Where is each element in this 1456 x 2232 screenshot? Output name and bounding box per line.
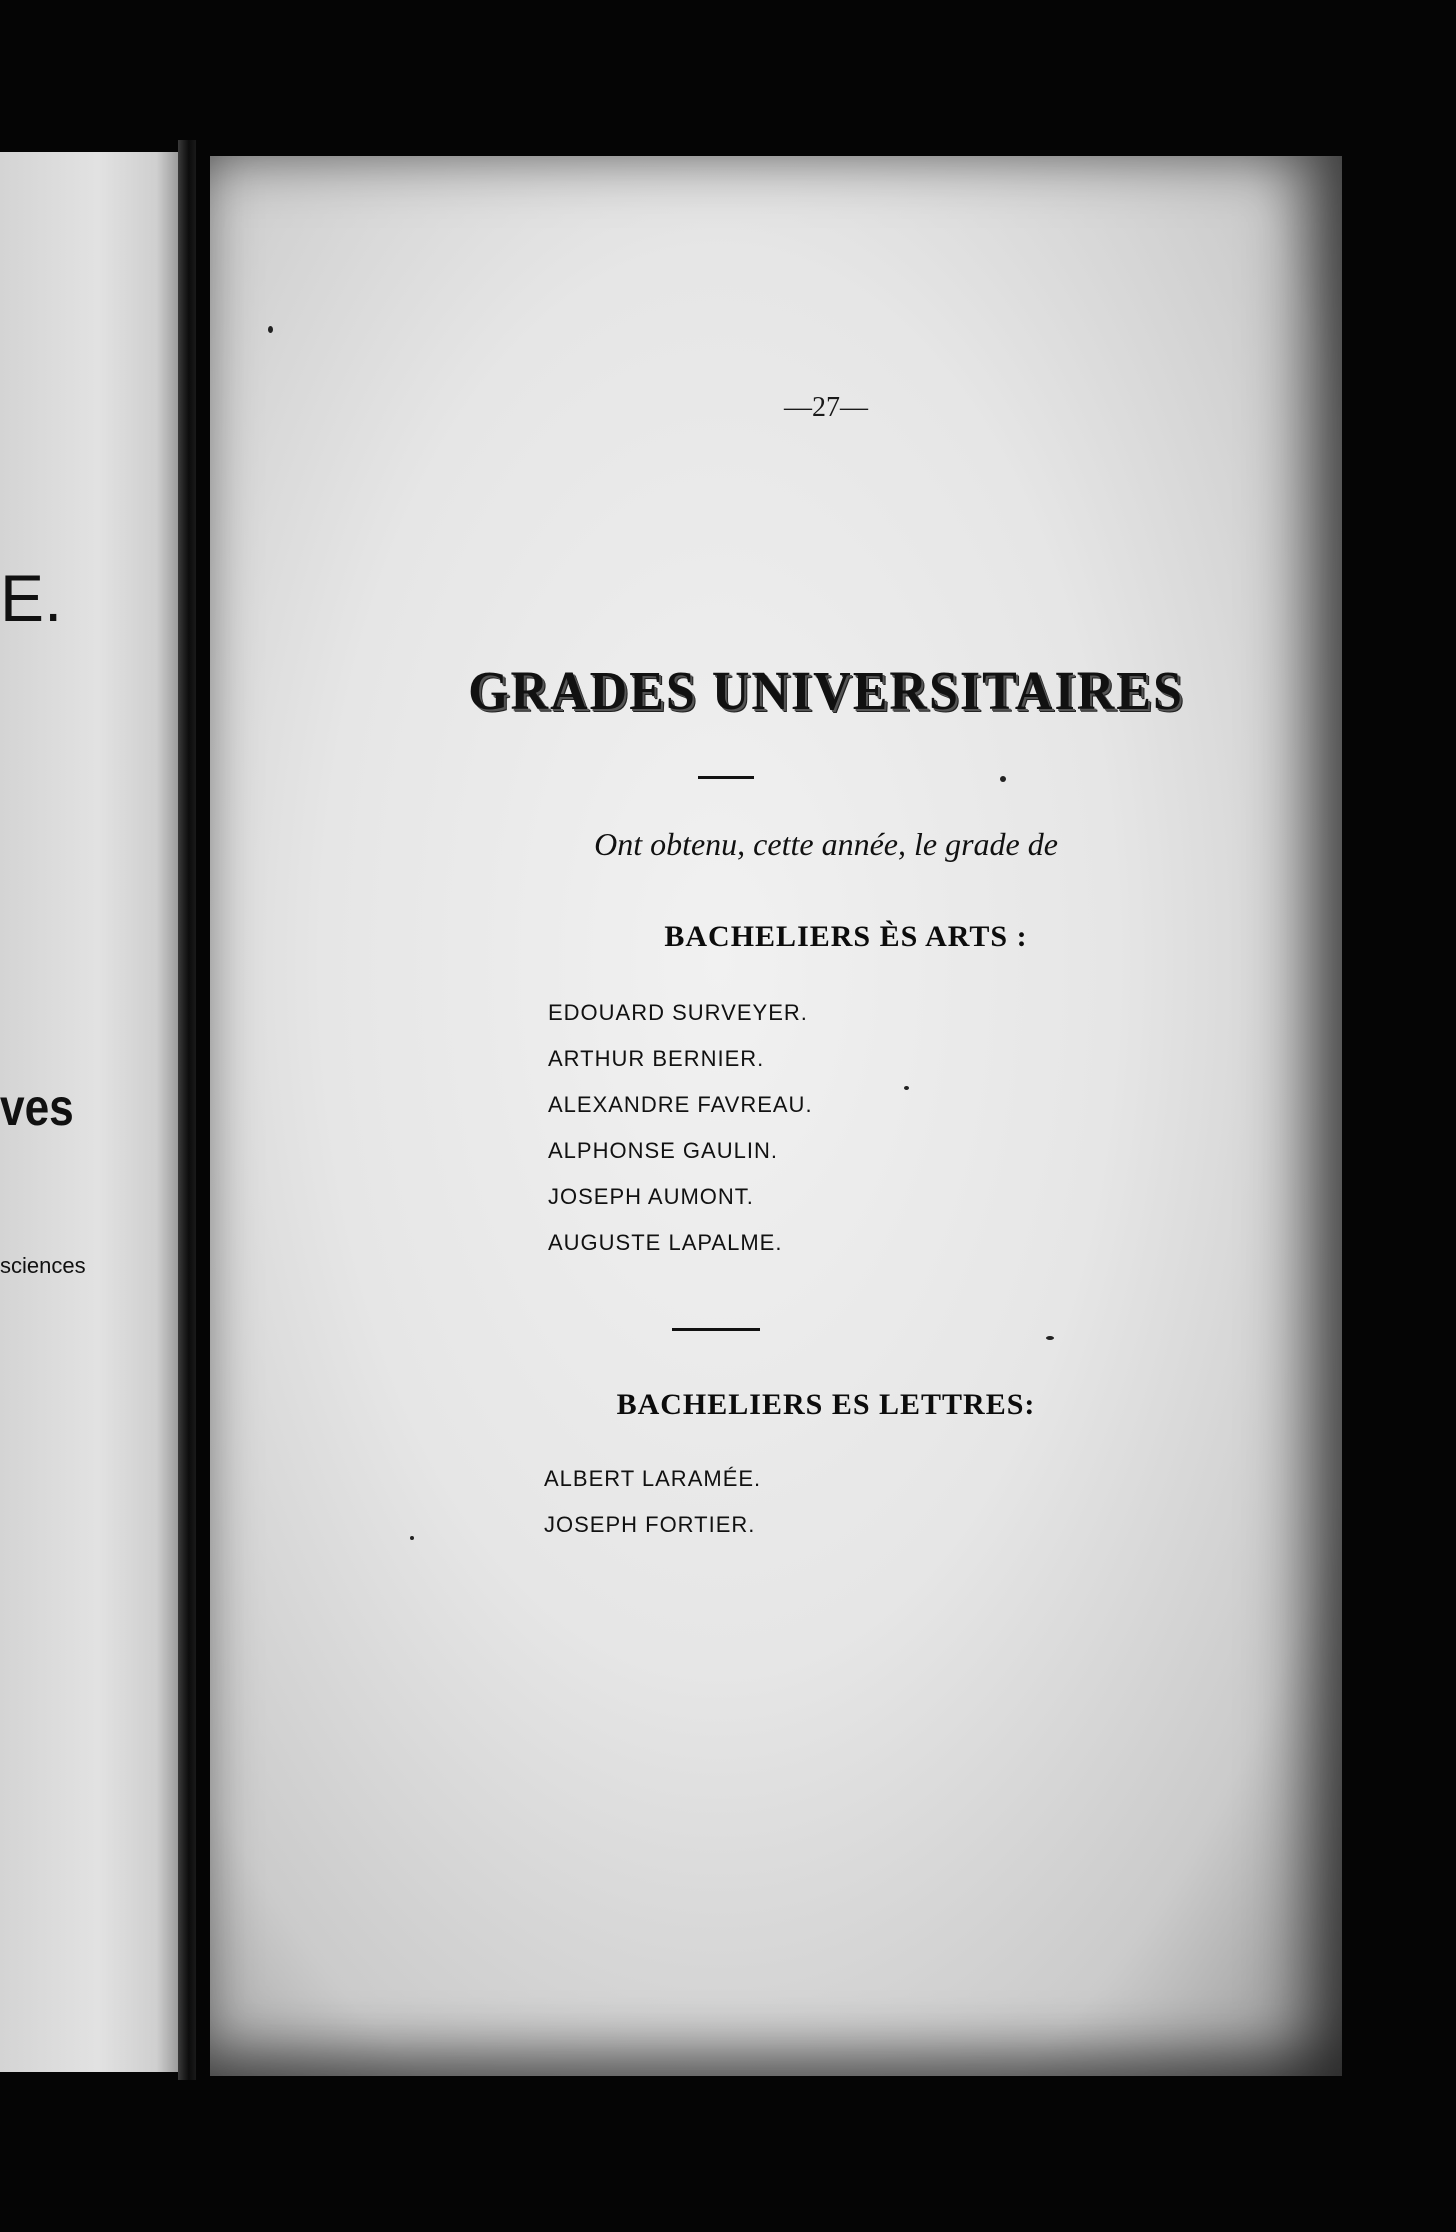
left-page-text-ves: ves [0,1079,74,1137]
list-item: EDOUARD SURVEYER. [548,1000,808,1025]
left-page-text-sciences: sciences [0,1253,86,1278]
section-heading-arts: BACHELIERS ÈS ARTS : [664,920,1028,953]
list-item: ARTHUR BERNIER. [548,1046,765,1071]
left-page-fragment [0,152,178,2072]
list-item: JOSEPH AUMONT. [548,1184,754,1209]
name-list-arts [548,990,813,1266]
list-item: ALEXANDRE FAVREAU. [548,1092,813,1117]
title-divider [698,776,754,779]
ink-speck [1046,1336,1054,1340]
list-item: ALPHONSE GAULIN. [548,1138,778,1163]
intro-text: Ont obtenu, cette année, le grade de [594,826,1058,862]
ink-speck [410,1536,414,1540]
page-number: —27— [784,392,868,423]
right-page [210,156,1342,2076]
section-divider [672,1328,760,1331]
section-heading-lettres: BACHELIERS ES LETTRES: [616,1388,1036,1421]
ink-speck [1000,776,1006,782]
name-list-lettres [544,1456,761,1548]
list-item: ALBERT LARAMÉE. [544,1466,762,1491]
ink-speck [904,1086,909,1090]
ink-speck [268,326,273,333]
list-item: JOSEPH FORTIER. [544,1512,756,1537]
left-page-text-e: E. [0,561,63,635]
book-spine-gutter [178,140,196,2080]
list-item: AUGUSTE LAPALME. [548,1230,783,1255]
page-title: GRADES UNIVERSITAIRES [468,661,1184,722]
